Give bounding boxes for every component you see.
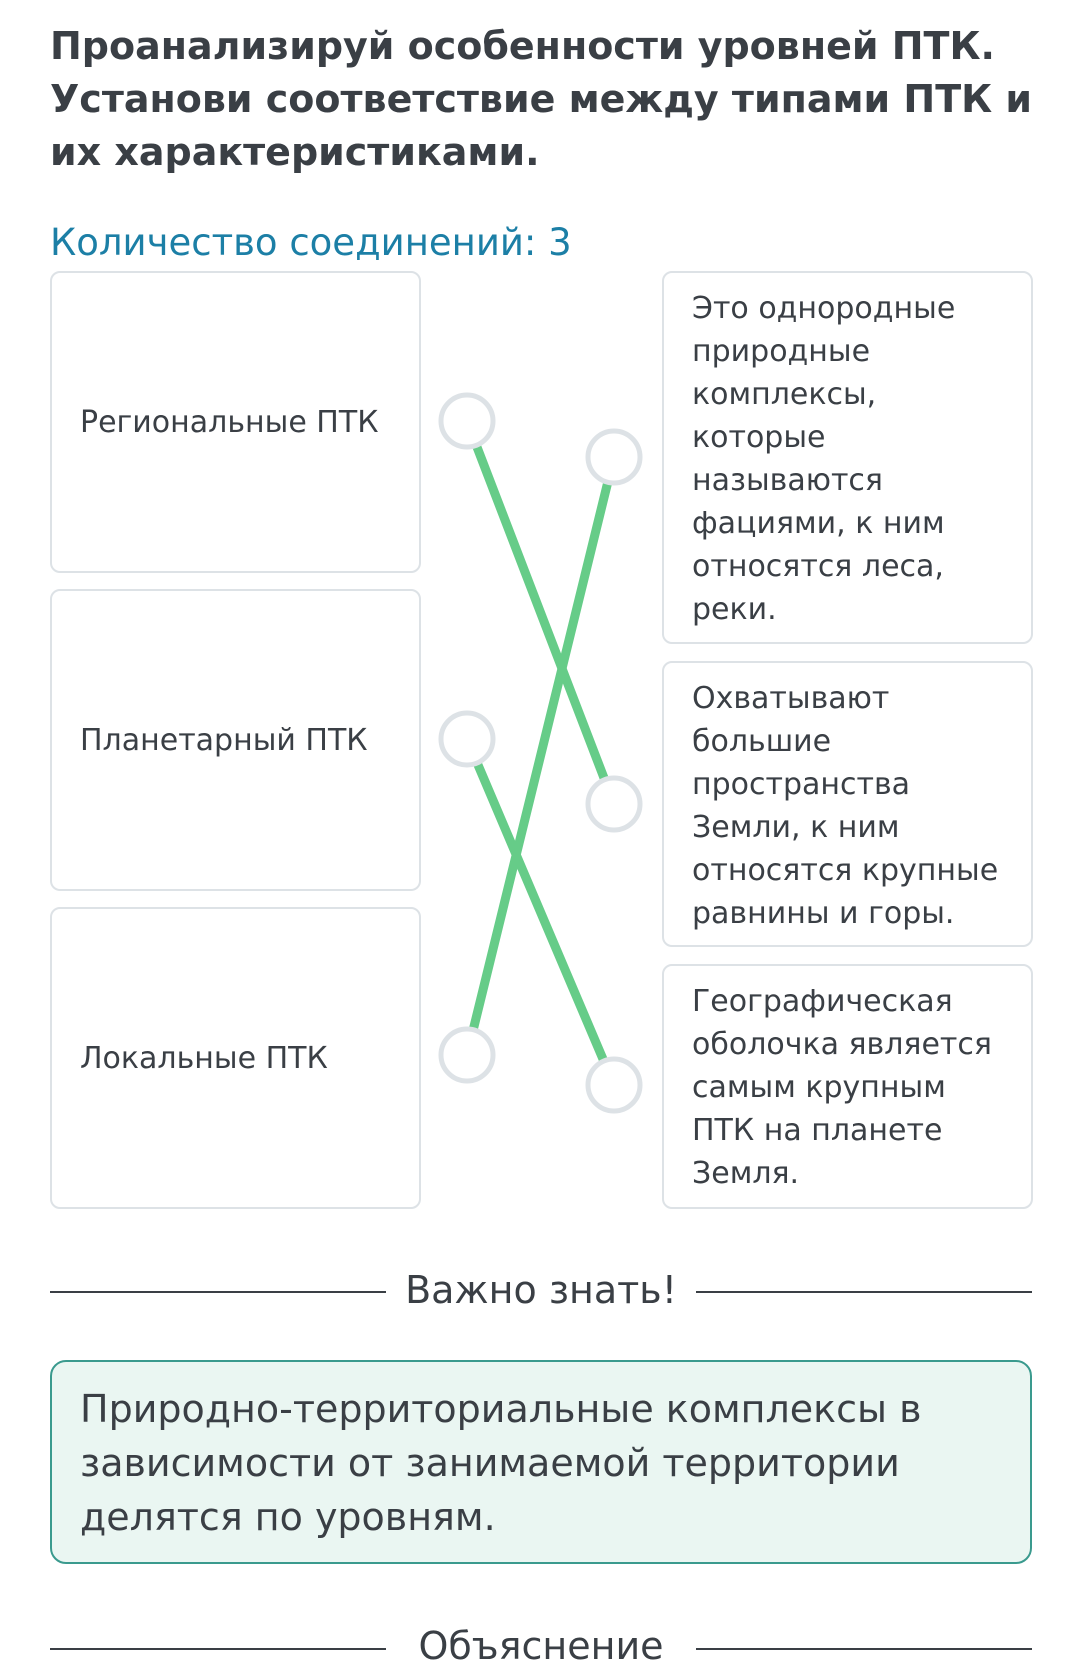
important-heading: Важно знать!	[405, 1268, 677, 1312]
divider-right-explanation	[696, 1648, 1032, 1650]
right-handle-geographic-shell[interactable]	[588, 1059, 640, 1111]
divider-right	[696, 1291, 1032, 1293]
important-text: Природно-территориальные комплексы в зависимости от занимаемой территории делятся по уровням.	[80, 1387, 922, 1539]
important-box	[50, 1360, 1032, 1564]
left-item-label: Региональные ПТК	[80, 404, 379, 440]
left-handle-planetary[interactable]	[441, 713, 493, 765]
explanation-heading: Объяснение	[418, 1624, 664, 1668]
right-handle-large-spaces[interactable]	[588, 778, 640, 830]
left-item-label: Планетарный ПТК	[80, 722, 368, 758]
left-handle-regional[interactable]	[441, 395, 493, 447]
right-item-label: Это однородные природные комплексы, которые называются фациями, к ним относятся леса, реки.	[692, 291, 956, 627]
right-item-label: Географическая оболочка является самым крупным ПТК на планете Земля.	[692, 984, 992, 1191]
left-item-label: Локальные ПТК	[80, 1040, 328, 1076]
right-handle-facies[interactable]	[588, 431, 640, 483]
divider-left	[50, 1291, 386, 1293]
right-item-label: Охватывают большие пространства Земли, к ним относятся крупные равнины и горы.	[692, 681, 999, 931]
task-title: Проанализируй особенности уровней ПТК. Установи соответствие между типами ПТК и их характеристиками.	[50, 24, 1033, 174]
connections-counter: Количество соединений: 3	[50, 221, 572, 264]
divider-left-explanation	[50, 1648, 386, 1650]
left-handle-local[interactable]	[441, 1029, 493, 1081]
